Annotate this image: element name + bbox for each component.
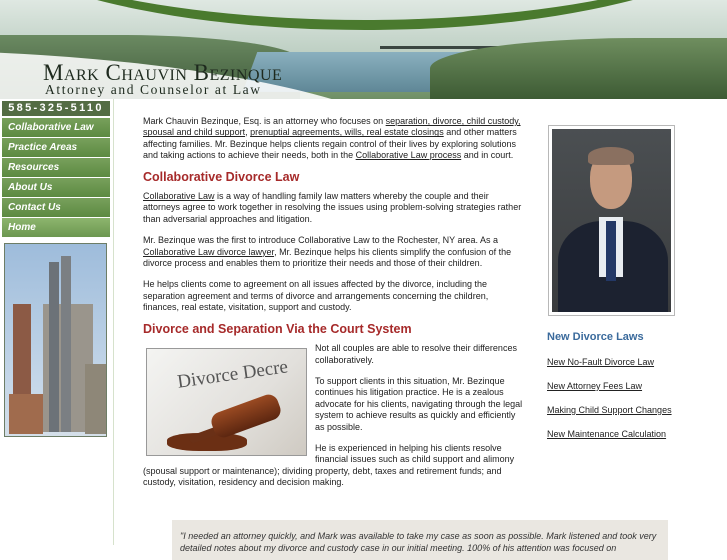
link-collaborative-law[interactable]: Collaborative Law <box>143 191 215 202</box>
sidebar-nav <box>2 118 110 238</box>
collab-heading: Collaborative Divorce Law <box>143 169 300 184</box>
nav-collaborative-law[interactable]: Collaborative Law <box>2 118 110 137</box>
site-header <box>0 0 727 99</box>
link-separation-divorce[interactable]: separation, divorce, child custody, spousal and child support <box>143 116 521 138</box>
link-attorney-fees-law[interactable]: New Attorney Fees Law <box>547 381 643 391</box>
nav-about-us[interactable]: About Us <box>2 178 110 197</box>
collab-text: Mr. Bezinque was the first to introduce Collaborative Law to the Rochester, NY area. As a <box>143 235 499 246</box>
gavel-image-text: Divorce Decre <box>176 356 290 393</box>
court-paragraph-3: He is experienced in helping his clients resolve financial issues such as child support and alimony (spousal support or maintenance); dividing property, debt, taxes and retirement funds; and custody, visitation, residency and decision making. <box>143 442 515 488</box>
intro-text: and other matters affecting families. Mr. Bezinque helps clients regain control of their lives by exploring solutions and taking actions to achieve their needs, both in the <box>143 127 517 161</box>
intro-paragraph <box>143 116 523 162</box>
logo-name[interactable]: Mark Chauvin Bezinque <box>43 60 283 85</box>
link-maintenance-calculation[interactable]: New Maintenance Calculation <box>547 429 667 439</box>
nav-home[interactable]: Home <box>2 218 110 237</box>
court-heading: Divorce and Separation Via the Court System <box>143 321 412 336</box>
new-divorce-laws-title: New Divorce Laws <box>547 331 644 343</box>
intro-text: Mark Chauvin Bezinque, Esq. is an attorney who focuses on <box>143 116 386 126</box>
link-child-support-changes[interactable]: Making Child Support Changes <box>547 405 672 415</box>
tower-spire <box>61 256 71 432</box>
logo-subtitle: Attorney and Counselor at Law <box>45 82 262 97</box>
court-section <box>143 343 523 488</box>
phone-number: 585-325-5110 <box>2 101 110 116</box>
portrait-tie <box>606 221 616 281</box>
intro-text: , <box>245 127 251 138</box>
portrait-photo <box>552 129 671 312</box>
tower-spire <box>49 262 59 432</box>
testimonial-quote: "I needed an attorney quickly, and Mark was available to take my case as soon as possible. Mark listened and took very detailed notes about my divorce and custody case in our initial meeting. 100% of his attention was focused on <box>172 520 668 560</box>
portrait-hair <box>588 147 634 165</box>
gavel-head <box>209 392 284 440</box>
building-shape <box>85 364 107 434</box>
collab-paragraph-3: He helps clients come to agreement on all issues affected by the divorce, including the separation agreement and terms of divorce and arrangements concerning the children, finances, real estate, visitation, support and custody. <box>143 279 489 313</box>
new-divorce-laws <box>547 331 697 453</box>
link-collaborative-process[interactable]: Collaborative Law process <box>355 150 462 161</box>
link-no-fault-law[interactable]: New No-Fault Divorce Law <box>547 357 655 367</box>
collab-paragraph-1 <box>143 191 523 225</box>
intro-text: and in court. <box>461 150 514 161</box>
court-paragraph-1: Not all couples are able to resolve their differences collaboratively. <box>315 343 517 365</box>
rochester-skyline-image <box>4 243 107 437</box>
link-collaborative-lawyer[interactable]: Collaborative Law divorce lawyer <box>143 246 275 257</box>
collab-text: , Mr. Bezinque helps his clients simplify the confusion of the divorce process and enables them to prioritize their needs and those of their children. <box>143 246 512 269</box>
gavel-image <box>146 348 307 456</box>
building-shape <box>9 394 43 434</box>
nav-resources[interactable]: Resources <box>2 158 110 177</box>
court-paragraph-2: To support clients in this situation, Mr. Bezinque continues his litigation practice. He is a zealous advocate for his clients, navigating through the legal system to achieve results as quickly and efficiently as possible. <box>315 375 523 432</box>
nav-practice-areas[interactable]: Practice Areas <box>2 138 110 157</box>
attorney-portrait <box>548 125 675 316</box>
collab-text: is a way of handling family law matters whereby the couple and their attorneys agree to work together in resolving the issues using problem-solving strategies rather than adversarial approaches and litigation. <box>143 191 522 224</box>
link-prenuptial[interactable]: prenuptial agreements, wills, real estate closings <box>250 127 444 138</box>
nav-contact-us[interactable]: Contact Us <box>2 198 110 217</box>
main-content <box>143 116 523 499</box>
collab-paragraph-2 <box>143 235 523 269</box>
